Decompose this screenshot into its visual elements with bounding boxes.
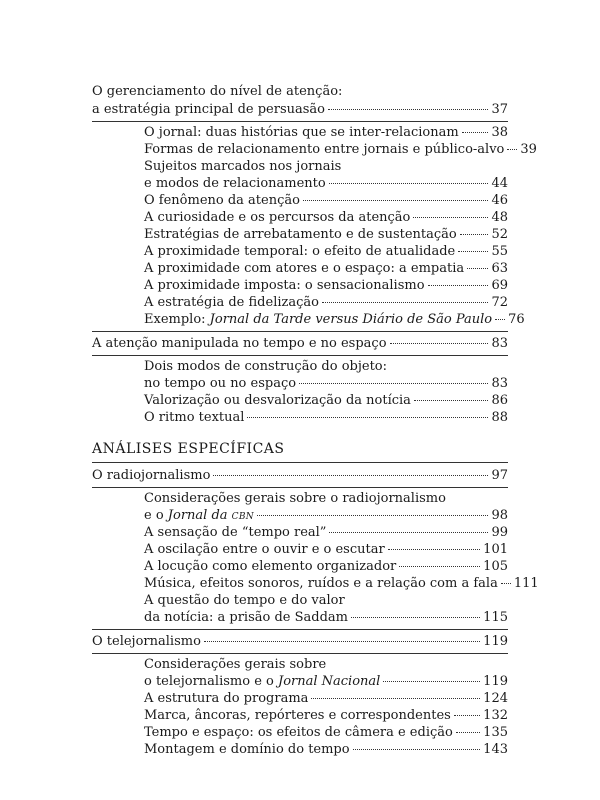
dot-leader xyxy=(507,149,517,150)
dot-leader xyxy=(501,583,511,584)
toc-item xyxy=(144,277,508,294)
dot-leader xyxy=(299,383,488,384)
divider xyxy=(92,121,508,122)
page-number: 48 xyxy=(491,210,508,225)
toc-section-title xyxy=(92,83,508,100)
dot-leader xyxy=(399,566,480,567)
toc-item xyxy=(144,294,508,311)
page-number: 76 xyxy=(508,312,525,327)
toc-item-text: A proximidade com atores e o espaço: a empatia xyxy=(144,261,465,276)
toc-item xyxy=(144,741,508,758)
toc-section-entry xyxy=(92,633,508,650)
toc-item xyxy=(144,175,508,192)
toc-item xyxy=(144,724,508,741)
program-title: Jornal Nacional xyxy=(277,674,381,689)
page-number: 83 xyxy=(491,376,508,391)
toc-item xyxy=(144,209,508,226)
toc-item xyxy=(144,490,508,507)
page-number: 39 xyxy=(520,142,537,157)
toc-item-text: e modos de relacionamento xyxy=(144,176,326,191)
dot-leader xyxy=(257,515,489,516)
page-number: 115 xyxy=(483,610,508,625)
dot-leader xyxy=(351,617,480,618)
toc-section-entry xyxy=(92,335,508,352)
dot-leader xyxy=(204,641,480,642)
dot-leader xyxy=(462,132,489,133)
toc-item-text: da notícia: a prisão de Saddam xyxy=(144,610,348,625)
page-number: 101 xyxy=(483,542,508,557)
toc-item-text: O fenômeno da atenção xyxy=(144,193,300,208)
toc-item-text: A locução como elemento organizador xyxy=(144,559,397,574)
toc-item-text: A estratégia de fidelização xyxy=(144,295,319,310)
toc-item xyxy=(144,592,508,609)
toc-item-text: Considerações gerais sobre o radiojornalismo xyxy=(144,491,446,506)
toc-item xyxy=(144,673,508,690)
dot-leader xyxy=(213,475,488,476)
dot-leader xyxy=(329,183,489,184)
divider xyxy=(92,653,508,654)
toc-item-text xyxy=(144,311,492,328)
toc-item xyxy=(144,656,508,673)
item-prefix: o telejornalismo e o xyxy=(144,674,278,689)
toc-item xyxy=(144,707,508,724)
dot-leader xyxy=(390,343,489,344)
toc-item-text: Sujeitos marcados nos jornais xyxy=(144,159,342,174)
toc-item xyxy=(144,690,508,707)
program-acronym: CBN xyxy=(231,512,254,522)
dot-leader xyxy=(428,285,489,286)
page-number: 55 xyxy=(491,244,508,259)
page-number: 119 xyxy=(483,634,508,649)
toc-item-text: Considerações gerais sobre xyxy=(144,657,327,672)
page-number: 46 xyxy=(491,193,508,208)
toc-item xyxy=(144,524,508,541)
item-prefix: e o xyxy=(144,508,168,523)
toc-item-text: A proximidade imposta: o sensacionalismo xyxy=(144,278,425,293)
page-number: 86 xyxy=(491,393,508,408)
toc-item xyxy=(144,243,508,260)
page-number: 72 xyxy=(491,295,508,310)
page-number: 98 xyxy=(491,508,508,523)
page-number: 44 xyxy=(491,176,508,191)
dot-leader xyxy=(328,109,488,110)
page-number: 135 xyxy=(483,725,508,740)
dot-leader xyxy=(413,217,488,218)
dot-leader xyxy=(322,302,488,303)
newspaper-title: Diário de São Paulo xyxy=(362,312,493,327)
page-number: 124 xyxy=(483,691,508,706)
page-number: 63 xyxy=(491,261,508,276)
toc-item-text: Tempo e espaço: os efeitos de câmera e edição xyxy=(144,725,453,740)
page-number: 99 xyxy=(491,525,508,540)
toc-section-title-text: A atenção manipulada no tempo e no espaço xyxy=(92,336,387,351)
toc-item-text: A curiosidade e os percursos da atenção xyxy=(144,210,411,225)
toc-item xyxy=(144,192,508,209)
dot-leader xyxy=(247,417,488,418)
program-title: Jornal da xyxy=(167,508,232,523)
toc-section-title-text: O telejornalismo xyxy=(92,634,201,649)
toc-item xyxy=(144,392,508,409)
dot-leader xyxy=(458,251,488,252)
toc-item-text: O ritmo textual xyxy=(144,410,245,425)
toc-item-text: Dois modos de construção do objeto: xyxy=(144,359,388,374)
dot-leader xyxy=(414,400,489,401)
toc-section-title-text: O gerenciamento do nível de atenção: xyxy=(92,84,343,99)
dot-leader xyxy=(467,268,488,269)
toc-item xyxy=(144,260,508,277)
toc-item-text xyxy=(144,673,380,690)
toc-item xyxy=(144,124,508,141)
divider xyxy=(92,331,508,332)
toc-item xyxy=(144,609,508,626)
page-number: 88 xyxy=(491,410,508,425)
page-number: 37 xyxy=(491,102,508,117)
toc-item xyxy=(144,226,508,243)
newspaper-title: Jornal da Tarde xyxy=(209,312,312,327)
dot-leader xyxy=(353,749,481,750)
toc-item-text: A questão do tempo e do valor xyxy=(144,593,345,608)
part-heading: ANÁLISES ESPECÍFICAS xyxy=(92,441,285,457)
dot-leader xyxy=(388,549,480,550)
toc-section-title-text: a estratégia principal de persuasão xyxy=(92,102,326,117)
example-prefix: Exemplo: xyxy=(144,312,210,327)
page-number: 132 xyxy=(483,708,508,723)
dot-leader xyxy=(303,200,489,201)
page-number: 69 xyxy=(491,278,508,293)
toc-item-text: A oscilação entre o ouvir e o escutar xyxy=(144,542,385,557)
dot-leader xyxy=(311,698,480,699)
toc-item-text: A estrutura do programa xyxy=(144,691,309,706)
toc-item xyxy=(144,311,525,328)
toc-item-text: Marca, âncoras, repórteres e correspondentes xyxy=(144,708,451,723)
dot-leader xyxy=(460,234,489,235)
page-number: 97 xyxy=(491,468,508,483)
dot-leader xyxy=(495,319,505,320)
divider xyxy=(92,487,508,488)
page-number: 105 xyxy=(483,559,508,574)
toc-item-text: no tempo ou no espaço xyxy=(144,376,297,391)
dot-leader xyxy=(383,681,480,682)
dot-leader xyxy=(329,532,488,533)
toc-item xyxy=(144,409,508,426)
divider xyxy=(92,355,508,356)
page-number: 119 xyxy=(483,674,508,689)
toc-item xyxy=(144,575,539,592)
dot-leader xyxy=(456,732,480,733)
versus-text: versus xyxy=(311,312,363,327)
page-number: 111 xyxy=(513,576,539,591)
divider xyxy=(92,629,508,630)
page-number: 83 xyxy=(491,336,508,351)
dot-leader xyxy=(454,715,480,716)
toc-item xyxy=(144,541,508,558)
toc-item xyxy=(144,141,537,158)
toc-item-text: Valorização ou desvalorização da notícia xyxy=(144,393,411,408)
page-number: 38 xyxy=(491,125,508,140)
page-number: 143 xyxy=(483,742,508,757)
toc-item xyxy=(144,158,508,175)
toc-section-entry xyxy=(92,101,508,118)
toc-item xyxy=(144,375,508,392)
toc-item-text: Estratégias de arrebatamento e de sustentação xyxy=(144,227,457,242)
toc-item-text: Montagem e domínio do tempo xyxy=(144,742,350,757)
toc-item-text: Formas de relacionamento entre jornais e público-alvo xyxy=(144,142,505,157)
toc-section-entry xyxy=(92,467,508,484)
toc-item-text: A proximidade temporal: o efeito de atualidade xyxy=(144,244,456,259)
page-number: 52 xyxy=(491,227,508,242)
toc-item-text: O jornal: duas histórias que se inter-relacionam xyxy=(144,125,459,140)
divider xyxy=(92,462,508,463)
toc-item-text: A sensação de “tempo real” xyxy=(144,525,327,540)
toc-item xyxy=(144,358,508,375)
toc-section-title-text: O radiojornalismo xyxy=(92,468,211,483)
toc-item-text: Música, efeitos sonoros, ruídos e a relação com a fala xyxy=(144,576,498,591)
toc-item xyxy=(144,558,508,575)
